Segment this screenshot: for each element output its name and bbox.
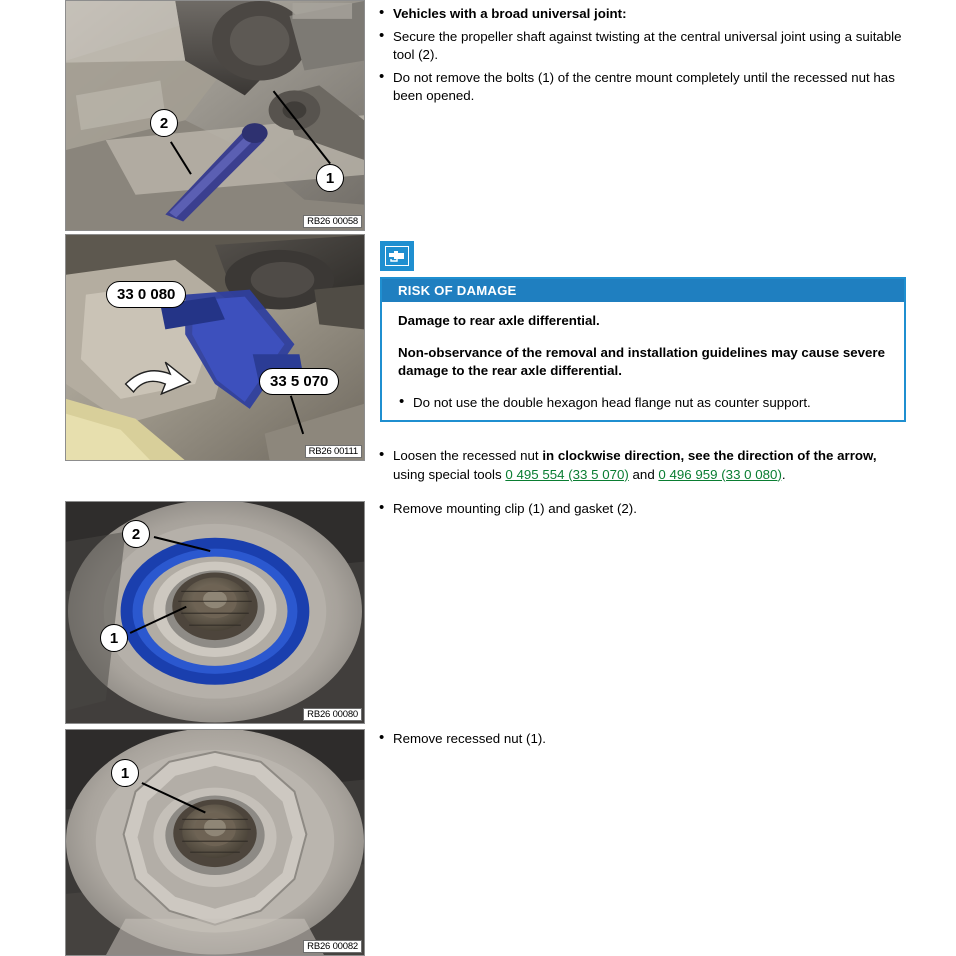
figure-3-callout-2 (122, 520, 150, 548)
bullet-text: Remove mounting clip (1) and gasket (2). (393, 501, 637, 516)
loosen-part-2: using special tools (393, 466, 506, 482)
figure-2-callout-33-5-070 (259, 368, 339, 395)
figure-1-photo (66, 1, 364, 230)
remove-nut-instruction (378, 730, 908, 753)
loosen-bold-part: in clockwise direction, see the direction of the arrow, (542, 448, 877, 463)
figure-2-photo (66, 235, 364, 460)
figure-4-photo (66, 730, 364, 955)
figure-4-callout-1 (111, 759, 139, 787)
callout-label: 1 (120, 764, 130, 782)
callout-label: 33 5 070 (270, 373, 329, 390)
figure-3-photo (66, 502, 364, 724)
callout-label: 2 (131, 525, 141, 543)
bullet-secure-propeller-shaft (378, 28, 908, 65)
figure-special-tools (65, 234, 365, 461)
warning-header: RISK OF DAMAGE (382, 279, 904, 302)
bullet-text: Secure the propeller shaft against twisting at the central universal joint using a suitable tool (2). (393, 28, 902, 62)
bullet-loosen-recessed-nut (378, 447, 908, 484)
special-tool-link-33-0-080[interactable]: 0 496 959 (33 0 080) (658, 466, 782, 482)
pointing-hand-icon (380, 241, 414, 271)
bullet-text: Vehicles with a broad universal joint: (393, 6, 627, 21)
pointing-hand-glyph (385, 246, 409, 266)
callout-label: 33 0 080 (117, 286, 176, 303)
warning-paragraph-2: Non-observance of the removal and installation guidelines may cause severe damage to the rear axle differential. (398, 344, 885, 378)
top-instruction-list (378, 5, 908, 110)
warning-bullet-1: • Do not use the double hexagon head flange nut as counter support. (398, 394, 890, 413)
figure-recessed-nut (65, 729, 365, 956)
loosen-part-1: Loosen the recessed nut (393, 448, 543, 463)
remove-clip-instruction (378, 500, 908, 523)
figure-4-caption: RB26 00082 (303, 940, 362, 953)
bullet-remove-mounting-clip (378, 500, 908, 519)
loosen-nut-instruction (378, 447, 908, 488)
warning-paragraph-1: Damage to rear axle differential. (398, 313, 600, 328)
warning-bullet-list (398, 394, 890, 413)
risk-of-damage-box (380, 277, 906, 422)
bullet-broad-universal-joint (378, 5, 908, 24)
figure-mounting-clip-gasket (65, 501, 365, 724)
figure-1-callout-1 (316, 164, 344, 192)
warning-body (382, 302, 904, 420)
figure-2-callout-33-0-080 (106, 281, 186, 308)
callout-label: 1 (325, 169, 335, 187)
callout-label: 2 (159, 114, 169, 132)
bullet-text: Remove recessed nut (1). (393, 731, 546, 746)
bullet-remove-recessed-nut (378, 730, 908, 749)
special-tool-link-33-5-070[interactable]: 0 495 554 (33 5 070) (505, 466, 629, 482)
bullet-do-not-remove-bolts (378, 69, 908, 106)
loosen-part-4: . (781, 466, 786, 482)
loosen-part-3: and (628, 466, 659, 482)
callout-label: 1 (109, 629, 119, 647)
figure-propshaft-central-joint (65, 0, 365, 231)
bullet-text: Do not remove the bolts (1) of the centre mount completely until the recessed nut has been opened. (393, 69, 895, 103)
figure-1-callout-2 (150, 109, 178, 137)
figure-3-caption: RB26 00080 (303, 708, 362, 721)
figure-3-callout-1 (100, 624, 128, 652)
figure-2-caption: RB26 00111 (305, 445, 362, 458)
figure-1-caption: RB26 00058 (303, 215, 362, 228)
